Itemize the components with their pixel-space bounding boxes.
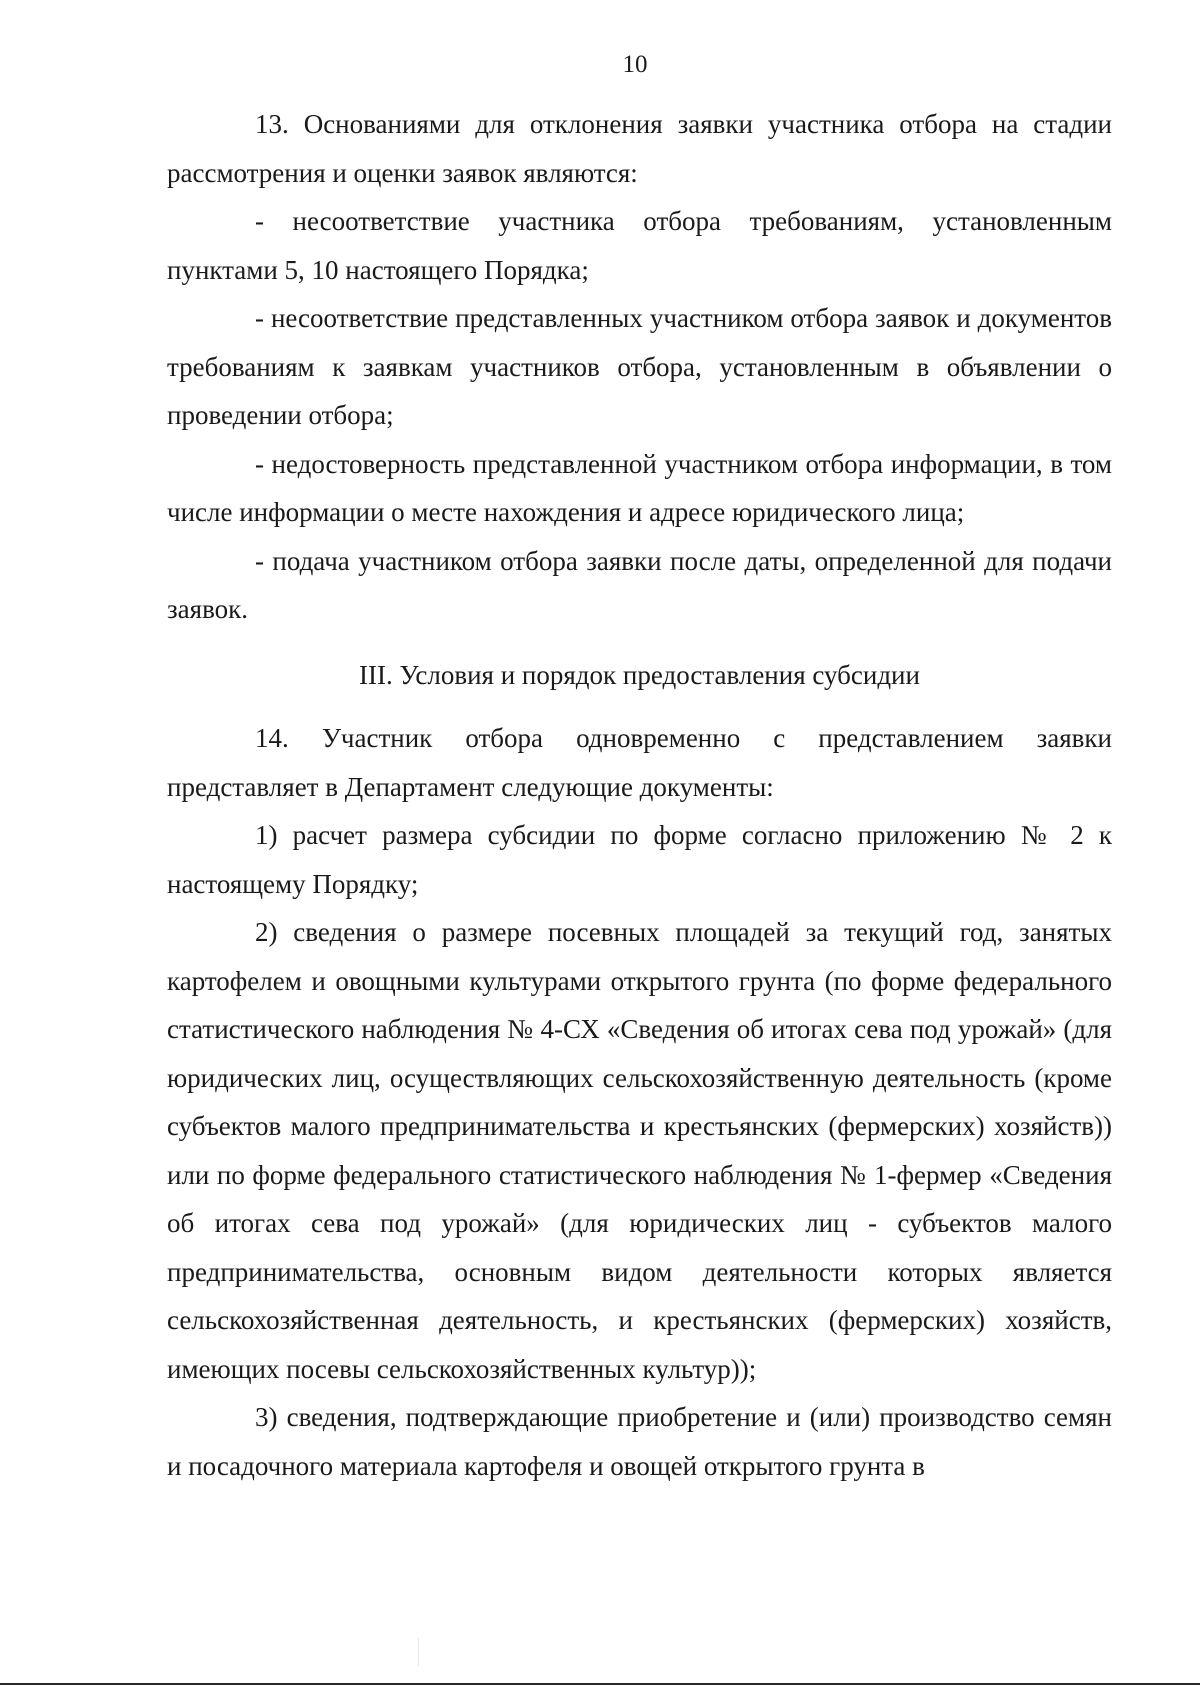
page-number: 10	[622, 51, 648, 78]
paragraph-13-item-1: - несоответствие участника отбора требованиям, установленным пунктами 5, 10 настоящего Порядка;	[167, 206, 1112, 285]
paragraph-13-item-2: - несоответствие представленных участником отбора заявок и документов требованиям к заявкам участников отбора, установленным в объявлении о проведении отбора;	[167, 303, 1112, 430]
paragraph-13-item-3: - недостоверность представленной участником отбора информации, в том числе информации о месте нахождения и адресе юридического лица;	[167, 448, 1112, 527]
scan-artifact	[418, 1638, 419, 1666]
paragraph-13-item-4: - подача участником отбора заявки после даты, определенной для подачи заявок.	[167, 545, 1112, 624]
page-bottom-edge	[0, 1683, 1200, 1685]
paragraph-14-item-1: 1) расчет размера субсидии по форме согласно приложению № 2 к настоящему Порядку;	[167, 820, 1112, 899]
document-body	[167, 100, 1112, 1490]
paragraph-13: 13. Основаниями для отклонения заявки участника отбора на стадии рассмотрения и оценки заявок являются:	[167, 109, 1112, 188]
paragraph-14: 14. Участник отбора одновременно с представлением заявки представляет в Департамент следующие документы:	[167, 723, 1112, 802]
section-heading: III. Условия и порядок предоставления субсидии	[359, 659, 920, 690]
paragraph-14-item-2: 2) сведения о размере посевных площадей за текущий год, занятых картофелем и овощными культурами открытого грунта (по форме федерального статистического наблюдения № 4-СХ «Сведения об итогах сева под урожай» (для юридических лиц, осуществляющих сельскохозяйственную деятельность (кроме субъектов малого предпринимательства и крестьянских (фермерских) хозяйств)) или по форме федерального статистического наблюдения № 1-фермер «Сведения об итогах сева под урожай» (для юридических лиц - субъектов малого предпринимательства, основным видом деятельности которых является сельскохозяйственная деятельность, и крестьянских (фермерских) хозяйств, имеющих посевы сельскохозяйственных культур));	[167, 917, 1112, 1384]
paragraph-14-item-3: 3) сведения, подтверждающие приобретение и (или) производство семян и посадочного материала картофеля и овощей открытого грунта в	[167, 1402, 1112, 1481]
